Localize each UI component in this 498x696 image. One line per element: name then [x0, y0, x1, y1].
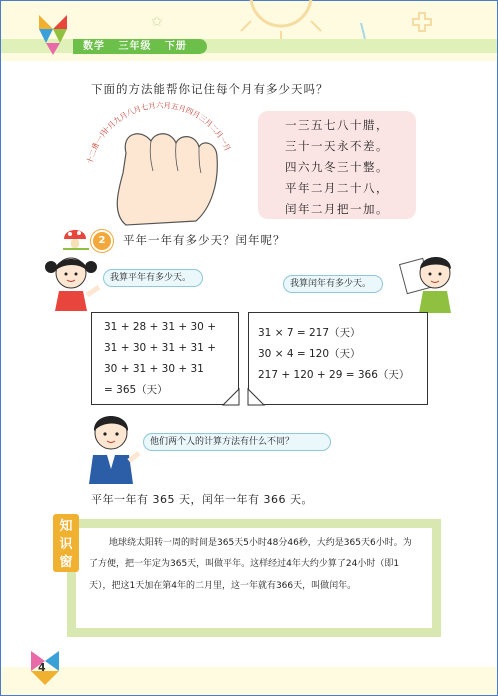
teacher-speech-bubble: 他们两个人的计算方法有什么不同？: [143, 433, 331, 451]
knowledge-text: 地球绕太阳转一周的时间是365天5小时48分46秒，大约是365天6小时。为了方便，把一年定为365天，叫做平年。这样经过4年大约少算了24小时（即1天），把这1天加在第4年的二月里，这一年就有366天，叫做闰年。: [89, 538, 412, 591]
calc-line: 30 + 31 + 30 + 31: [104, 363, 204, 375]
page-number-logo: [31, 651, 61, 685]
knowledge-title-char: 知: [59, 519, 73, 534]
month-label: 十一月: [89, 127, 110, 152]
svg-text:✩: ✩: [151, 14, 163, 30]
problem-number-badge: 2: [91, 230, 113, 252]
girl-speech-bubble: 我算平年有多少天。: [103, 269, 203, 287]
knowledge-window-badge: [53, 514, 83, 574]
header-title: [83, 39, 187, 54]
leap-calc-card-left: [91, 312, 239, 405]
knuckle-hand-illustration: [31, 93, 231, 228]
calc-line: 31 × 7 = 217（天）: [258, 327, 361, 339]
month-label: 一月: [217, 135, 233, 153]
calc-line: = 365（天）: [104, 384, 168, 396]
month-label: 四月: [184, 105, 202, 121]
knowledge-title-char: 识: [59, 537, 73, 552]
month-label: 十二月: [84, 141, 101, 166]
poem-line: 平年二月二十八，: [285, 181, 389, 195]
page-number: 4: [38, 661, 46, 674]
intro-question: 下面的方法能帮你记住每个月有多少天吗？: [91, 82, 329, 96]
knowledge-title-char: 窗: [59, 555, 73, 570]
month-label: 五月: [170, 101, 187, 114]
teacher-avatar: [81, 409, 143, 484]
page-curl-icon: [223, 389, 241, 407]
calc-line: 31 + 28 + 31 + 30 +: [104, 321, 216, 333]
page-curl-icon: [248, 389, 266, 407]
poem-line: 三十一天永不差。: [285, 139, 389, 153]
month-label: 八月: [125, 103, 143, 118]
girl-avatar: [41, 251, 103, 311]
month-label: 二月: [208, 122, 225, 141]
tangram-logo: [29, 15, 77, 57]
month-label: 十月: [100, 119, 118, 137]
conclusion-text: 平年一年有 365 天，闰年一年有 366 天。: [91, 493, 313, 506]
calc-line: 31 + 30 + 31 + 31 +: [104, 342, 216, 354]
grade-label: 三年级: [118, 41, 152, 52]
volume-label: 下册: [164, 41, 187, 52]
subject-label: 数学: [83, 41, 105, 52]
month-label: 九月: [111, 110, 130, 126]
calc-line: 217 + 120 + 29 = 366（天）: [258, 369, 410, 381]
month-label: 七月: [140, 100, 157, 113]
month-mnemonic-poem: [258, 111, 416, 219]
poem-line: 一三五七八十腊，: [285, 118, 389, 132]
problem-question: 平年一年有多少天？闰年呢？: [123, 233, 286, 247]
poem-line: 四六九冬三十整。: [285, 160, 389, 174]
month-label: 六月: [155, 100, 172, 111]
bottom-banner: [1, 667, 497, 695]
boy-avatar: [401, 251, 463, 313]
boy-speech-bubble: 我算闰年有多少天。: [283, 275, 383, 293]
month-label: 三月: [196, 112, 215, 129]
mushroom-icon: [61, 225, 91, 251]
calc-line: 30 × 4 = 120（天）: [258, 348, 361, 360]
poem-line: 闰年二月把一加。: [285, 202, 389, 216]
leap-calc-card-right: [248, 312, 428, 405]
